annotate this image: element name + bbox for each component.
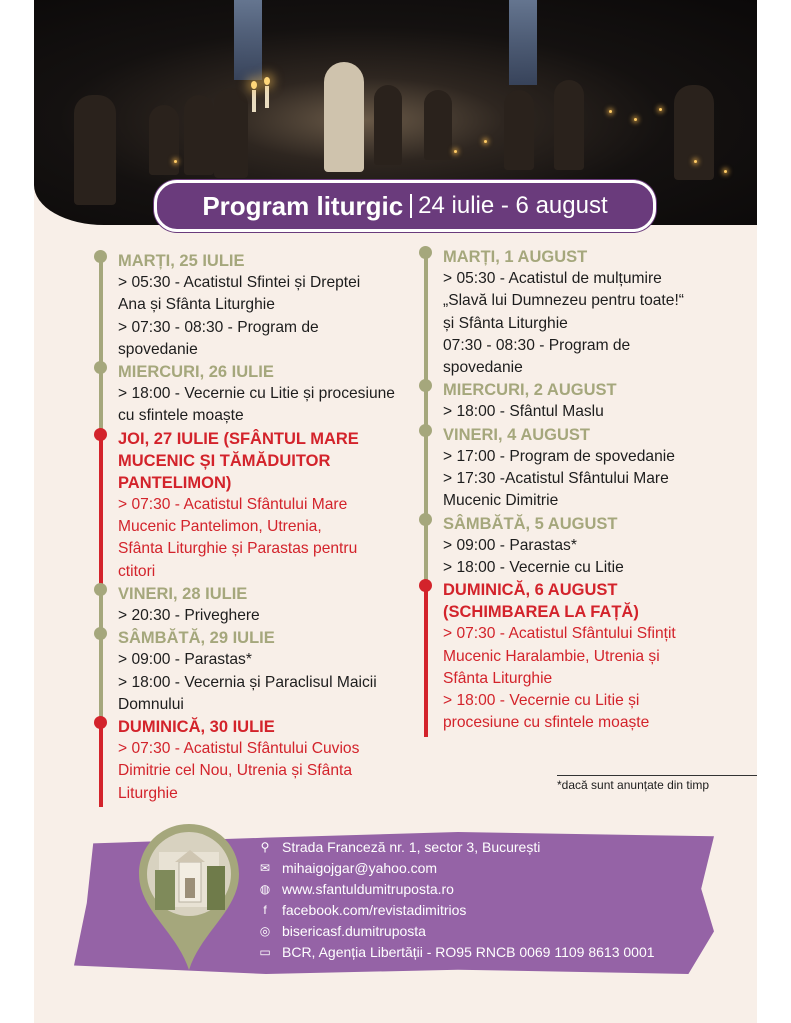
timeline-line — [99, 365, 103, 430]
stained-window — [509, 0, 537, 85]
day-entry — [94, 361, 424, 428]
day-services: > 17:00 - Program de spovedanie > 17:30 -Acatistul Sfântului Mare Mucenic Dimitrie — [443, 447, 675, 510]
candle-flame — [264, 77, 270, 85]
candle-light — [484, 140, 487, 143]
day-heading: JOI, 27 IULIE (SFÂNTUL MARE MUCENIC ȘI TĂMĂDUITOR PANTELIMON) — [118, 429, 359, 492]
timeline-line — [99, 720, 103, 807]
timeline-dot — [94, 627, 107, 640]
note-divider — [557, 775, 757, 776]
timeline-dot — [94, 583, 107, 596]
worshipper-silhouette — [504, 90, 534, 170]
feast-day-entry — [419, 579, 749, 734]
worshipper-silhouette — [214, 88, 248, 178]
globe-icon: ◍ — [259, 881, 271, 896]
timeline-line — [99, 631, 103, 718]
timeline-dot — [419, 424, 432, 437]
timeline-dot — [94, 361, 107, 374]
feast-day-entry — [94, 716, 424, 805]
timeline-dot — [419, 379, 432, 392]
banner-dates: 24 iulie - 6 august — [418, 192, 608, 219]
church-location-pin — [137, 822, 241, 972]
candle — [252, 90, 256, 112]
timeline-dot — [94, 428, 107, 441]
candle-light — [174, 160, 177, 163]
contact-row-address — [257, 836, 655, 857]
day-entry — [94, 583, 424, 627]
worshipper-silhouette — [424, 90, 452, 160]
day-heading: MIERCURI, 26 IULIE — [118, 363, 274, 382]
worshipper-silhouette — [149, 105, 179, 175]
day-heading: MARȚI, 1 AUGUST — [443, 248, 588, 266]
timeline-dot — [419, 246, 432, 259]
candle-light — [454, 150, 457, 153]
contact-bank-account: BCR, Agenția Libertății - RO95 RNCB 0069 1109 8613 0001 — [282, 943, 655, 960]
candle-light — [634, 118, 637, 121]
candle-light — [659, 108, 662, 111]
contact-row-bank — [257, 941, 655, 962]
priest-figure — [324, 62, 364, 172]
day-entry — [419, 379, 749, 423]
worshipper-silhouette — [674, 85, 714, 180]
contact-row-instagram — [257, 920, 655, 941]
timeline-dot — [94, 250, 107, 263]
timeline-line — [424, 583, 428, 736]
candle-light — [609, 110, 612, 113]
day-entry — [94, 627, 424, 716]
schedule-left-column — [94, 250, 424, 805]
banner-title: Program liturgic — [202, 190, 404, 221]
day-heading: DUMINICĂ, 30 IULIE — [118, 718, 275, 737]
day-services: > 09:00 - Parastas* > 18:00 - Vecernia și Paraclisul Maicii Domnului — [118, 651, 377, 713]
contact-email[interactable]: mihaigojgar@yahoo.com — [282, 859, 438, 876]
timeline-dot — [419, 579, 432, 592]
candle-light — [694, 160, 697, 163]
facebook-icon: f — [263, 902, 267, 917]
footnote: *dacă sunt anunțate din timp — [557, 778, 710, 792]
day-services: > 07:30 - Acatistul Sfântului Mare Mucenic Pantelimon, Utrenia, Sfânta Liturghie și Parastas pentru ctitori — [118, 495, 358, 580]
day-heading: MARȚI, 25 IULIE — [118, 252, 245, 270]
schedule-right-column — [419, 246, 749, 735]
worshipper-silhouette — [374, 85, 402, 165]
day-entry — [419, 513, 749, 580]
contact-row-email — [257, 857, 655, 878]
timeline-line — [424, 428, 428, 515]
day-services: > 09:00 - Parastas* > 18:00 - Vecernie cu Litie — [443, 536, 624, 576]
worshipper-silhouette — [554, 80, 584, 170]
contact-address: Strada Franceză nr. 1, sector 3, București — [282, 838, 541, 855]
contact-facebook[interactable]: facebook.com/revistadimitrios — [282, 901, 467, 918]
day-heading: MIERCURI, 2 AUGUST — [443, 381, 617, 400]
day-heading: VINERI, 4 AUGUST — [443, 425, 590, 444]
contact-instagram[interactable]: bisericasf.dumitruposta — [282, 922, 426, 939]
day-services: > 07:30 - Acatistul Sfântului Sfințit Mucenic Haralambie, Utrenia și Sfânta Liturghie > 18:00 - Vecernie cu Litie și procesiune cu sfintele moaște — [443, 625, 676, 732]
contact-row-website — [257, 878, 655, 899]
contact-list — [257, 836, 655, 962]
day-heading: SÂMBĂTĂ, 5 AUGUST — [443, 514, 618, 533]
day-entry — [94, 250, 424, 361]
feast-day-entry — [94, 428, 424, 583]
worshipper-silhouette — [184, 95, 214, 175]
day-services: > 05:30 - Acatistul de mulțumire „Slavă lui Dumnezeu pentru toate!“ și Sfânta Liturghie 07:30 - 08:30 - Program de spovedanie — [443, 270, 684, 377]
stained-window — [234, 0, 262, 80]
day-services: > 18:00 - Vecernie cu Litie și procesiune cu sfintele moaște — [118, 385, 395, 425]
day-entry — [419, 424, 749, 513]
contact-row-facebook — [257, 899, 655, 920]
location-pin-icon: ⚲ — [260, 839, 270, 854]
day-heading: DUMINICĂ, 6 AUGUST (SCHIMBAREA LA FAȚĂ) — [443, 581, 639, 622]
day-services: > 05:30 - Acatistul Sfintei și Dreptei Ana și Sfânta Liturghie > 07:30 - 08:30 - Program de spovedanie — [118, 274, 361, 358]
timeline-line — [424, 517, 428, 582]
banner-separator — [410, 194, 412, 218]
day-services: > 18:00 - Sfântul Maslu — [443, 403, 604, 421]
instagram-icon: ◎ — [259, 923, 271, 938]
contact-website[interactable]: www.sfantuldumitruposta.ro — [282, 880, 454, 897]
candle-flame — [251, 81, 257, 89]
timeline-line — [99, 432, 103, 585]
day-entry — [419, 246, 749, 379]
email-icon: ✉ — [259, 860, 271, 875]
timeline-line — [99, 254, 103, 363]
bank-card-icon: ▭ — [259, 944, 271, 959]
candle-light — [724, 170, 727, 173]
timeline-dot — [419, 513, 432, 526]
timeline-line — [424, 250, 428, 381]
day-heading: SÂMBĂTĂ, 29 IULIE — [118, 629, 275, 648]
timeline-dot — [94, 716, 107, 729]
flyer-page — [34, 0, 757, 1023]
day-heading: VINERI, 28 IULIE — [118, 584, 248, 603]
candle — [265, 86, 269, 108]
worshipper-silhouette — [74, 95, 116, 205]
day-services: > 20:30 - Priveghere — [118, 606, 260, 624]
day-services: > 07:30 - Acatistul Sfântului Cuvios Dimitrie cel Nou, Utrenia și Sfânta Liturghie — [118, 740, 360, 802]
program-banner — [154, 180, 656, 232]
